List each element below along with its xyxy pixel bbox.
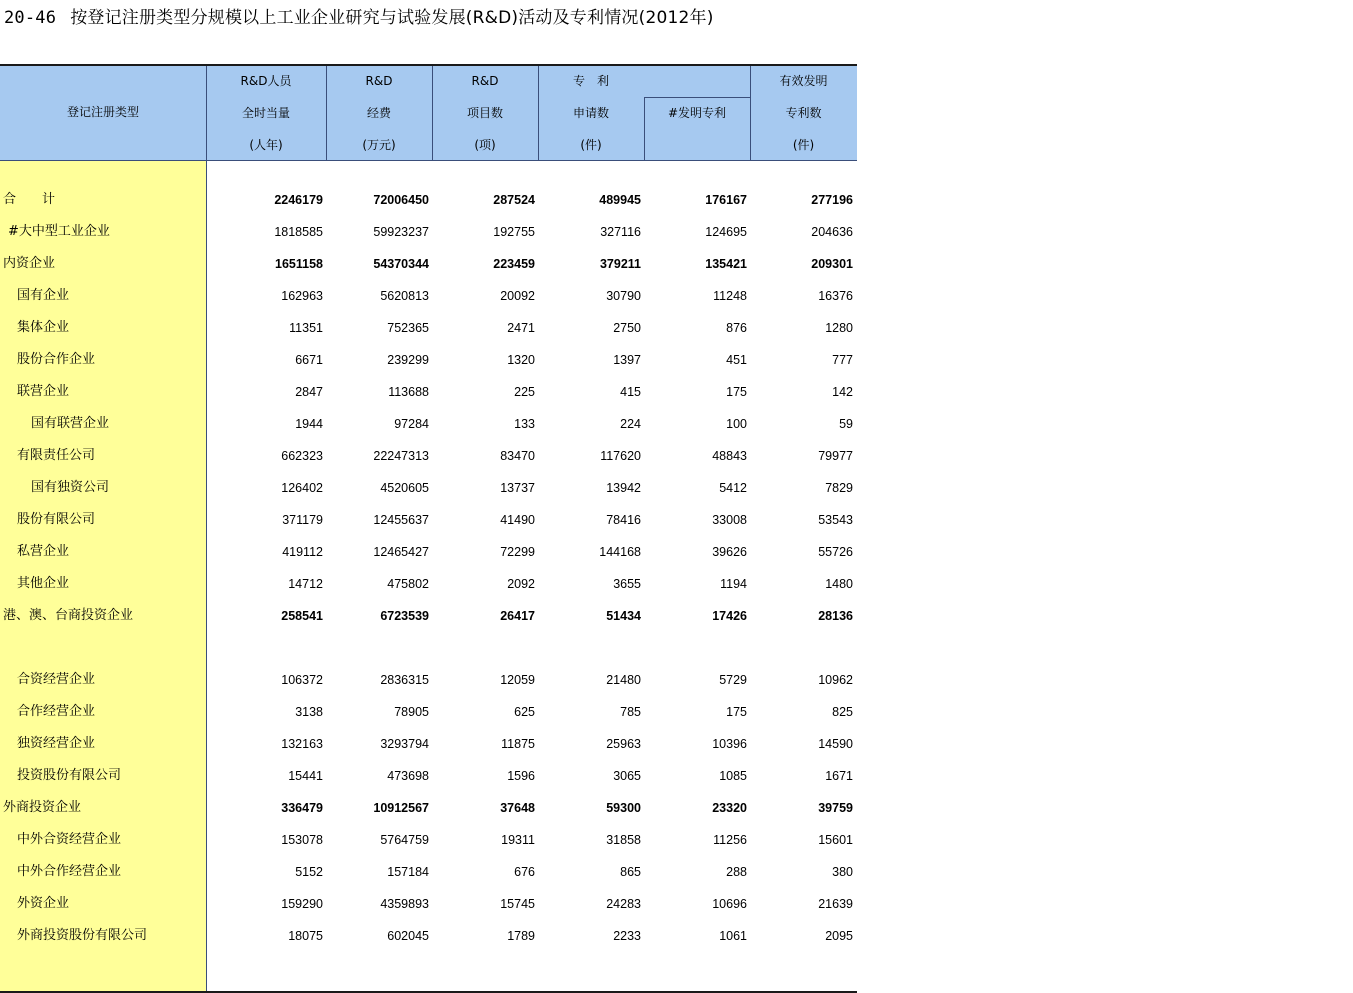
value-cell: 1194 (720, 577, 747, 591)
value-cell: 5412 (719, 481, 747, 495)
value-cell: 12455637 (373, 513, 429, 527)
value-cell: 6671 (295, 353, 323, 367)
value-cell: 157184 (387, 865, 429, 879)
value-cell: 26417 (500, 609, 535, 623)
value-cell: 4520605 (380, 481, 429, 495)
value-cell: 258541 (281, 609, 323, 623)
patent-group-underline (644, 97, 750, 98)
value-cell: 72006450 (373, 193, 429, 207)
table-row (0, 856, 857, 888)
value-cell: 159290 (281, 897, 323, 911)
value-cell: 4359893 (380, 897, 429, 911)
value-cell: 2095 (825, 929, 853, 943)
value-cell: 5729 (719, 673, 747, 687)
header-bottom-border (0, 160, 857, 161)
value-cell: 11875 (501, 737, 535, 751)
value-cell: 327116 (600, 225, 641, 239)
value-cell: 10912567 (373, 801, 429, 815)
value-cell: 379211 (599, 257, 641, 271)
row-label: 其他企业 (17, 576, 70, 591)
value-cell: 175 (726, 385, 747, 399)
value-cell: 475802 (387, 577, 429, 591)
value-cell: 20092 (500, 289, 535, 303)
table-row (0, 184, 857, 216)
value-cell: 2233 (613, 929, 641, 943)
value-cell: 5152 (295, 865, 323, 879)
value-cell: 1944 (295, 417, 323, 431)
value-cell: 489945 (599, 193, 641, 207)
header-valid-inventions-unit: (件) (792, 138, 815, 152)
value-cell: 55726 (818, 545, 853, 559)
value-cell: 1320 (507, 353, 535, 367)
value-cell: 16376 (818, 289, 853, 303)
table-row (0, 504, 857, 536)
value-cell: 223459 (493, 257, 535, 271)
value-cell: 288 (726, 865, 747, 879)
header-rd-personnel-unit: (人年) (249, 138, 283, 152)
header-patent-group: 专 利 (572, 74, 609, 88)
header-rd-personnel-line2: 全时当量 (241, 106, 290, 120)
value-cell: 39759 (818, 801, 853, 815)
row-label: 股份有限公司 (17, 512, 96, 527)
table-title: 按登记注册类型分规模以上工业企业研究与试验发展(R&D)活动及专利情况(2012年) (70, 8, 714, 28)
row-label: 港、澳、台商投资企业 (3, 608, 134, 623)
header-rd-projects-line1: R&D (471, 74, 499, 88)
value-cell: 59300 (606, 801, 641, 815)
value-cell: 752365 (387, 321, 429, 335)
table-row (0, 312, 857, 344)
value-cell: 10396 (712, 737, 747, 751)
row-label: 外商投资股份有限公司 (17, 928, 148, 943)
value-cell: 1397 (613, 353, 641, 367)
row-label: 私营企业 (17, 544, 70, 559)
table-row (0, 728, 857, 760)
row-label: 联营企业 (17, 384, 70, 399)
header-rd-expenditure-unit: (万元) (362, 138, 396, 152)
header-rd-projects-line2: 项目数 (466, 106, 503, 120)
value-cell: 30790 (606, 289, 641, 303)
value-cell: 225 (514, 385, 535, 399)
table-row (0, 568, 857, 600)
table-row (0, 344, 857, 376)
value-cell: 23320 (712, 801, 747, 815)
value-cell: 625 (514, 705, 535, 719)
value-cell: 192755 (493, 225, 535, 239)
row-label: 国有企业 (17, 288, 70, 303)
table-row (0, 696, 857, 728)
value-cell: 3065 (613, 769, 641, 783)
row-label: 内资企业 (3, 256, 56, 271)
value-cell: 1651158 (275, 257, 323, 271)
value-cell: 135421 (705, 257, 747, 271)
row-label: 合作经营企业 (17, 704, 96, 719)
value-cell: 14590 (818, 737, 853, 751)
value-cell: 14712 (288, 577, 323, 591)
header-rd-expenditure-line2: 经费 (366, 106, 391, 120)
value-cell: 21480 (606, 673, 641, 687)
value-cell: 876 (726, 321, 747, 335)
value-cell: 336479 (281, 801, 323, 815)
value-cell: 59923237 (373, 225, 429, 239)
value-cell: 419112 (282, 545, 323, 559)
value-cell: 2836315 (380, 673, 429, 687)
value-cell: 473698 (387, 769, 429, 783)
value-cell: 176167 (705, 193, 747, 207)
value-cell: 53543 (818, 513, 853, 527)
value-cell: 78416 (606, 513, 641, 527)
row-label: 合 计 (3, 192, 56, 207)
value-cell: 5620813 (380, 289, 429, 303)
header-applications-line: 申请数 (572, 106, 609, 120)
row-label: 独资经营企业 (17, 736, 96, 751)
value-cell: 602045 (387, 929, 429, 943)
table-row (0, 280, 857, 312)
value-cell: 11248 (713, 289, 747, 303)
value-cell: 22247313 (373, 449, 429, 463)
value-cell: 239299 (387, 353, 429, 367)
value-cell: 72299 (500, 545, 535, 559)
value-cell: 12465427 (373, 545, 429, 559)
value-cell: 777 (832, 353, 853, 367)
table-row (0, 824, 857, 856)
row-label: 投资股份有限公司 (17, 768, 122, 783)
value-cell: 224 (620, 417, 641, 431)
value-cell: 5764759 (380, 833, 429, 847)
value-cell: 7829 (825, 481, 853, 495)
row-label: 股份合作企业 (17, 352, 96, 367)
header-rd-personnel-line1: R&D人员 (240, 74, 292, 88)
value-cell: 2092 (507, 577, 535, 591)
value-cell: 10696 (712, 897, 747, 911)
value-cell: 132163 (281, 737, 323, 751)
value-cell: 451 (726, 353, 747, 367)
table-row (0, 472, 857, 504)
value-cell: 371179 (282, 513, 323, 527)
value-cell: 204636 (811, 225, 853, 239)
table-row (0, 600, 857, 632)
value-cell: 21639 (818, 897, 853, 911)
header-valid-inventions-line1: 有效发明 (779, 74, 828, 88)
value-cell: 3655 (613, 577, 641, 591)
row-label: 国有独资公司 (31, 480, 110, 495)
value-cell: 10962 (818, 673, 853, 687)
row-label: #大中型工业企业 (8, 224, 110, 239)
value-cell: 1280 (825, 321, 853, 335)
header-invention-patents: #发明专利 (667, 106, 727, 120)
value-cell: 133 (514, 417, 535, 431)
value-cell: 24283 (606, 897, 641, 911)
table-row (0, 440, 857, 472)
table-row (0, 920, 857, 952)
header-applications-unit: (件) (580, 138, 602, 152)
row-label: 国有联营企业 (31, 416, 110, 431)
value-cell: 1789 (507, 929, 535, 943)
row-label: 中外合资经营企业 (17, 832, 122, 847)
value-cell: 13737 (500, 481, 535, 495)
value-cell: 28136 (818, 609, 853, 623)
value-cell: 126402 (281, 481, 323, 495)
table-row (0, 888, 857, 920)
value-cell: 662323 (281, 449, 323, 463)
value-cell: 117620 (600, 449, 641, 463)
value-cell: 825 (832, 705, 853, 719)
table-row (0, 216, 857, 248)
value-cell: 11351 (289, 321, 323, 335)
value-cell: 144168 (599, 545, 641, 559)
value-cell: 39626 (712, 545, 747, 559)
row-label: 有限责任公司 (17, 448, 96, 463)
value-cell: 97284 (394, 417, 429, 431)
value-cell: 1085 (719, 769, 747, 783)
value-cell: 31858 (606, 833, 641, 847)
table-row (0, 792, 857, 824)
value-cell: 2847 (295, 385, 323, 399)
value-cell: 17426 (712, 609, 747, 623)
value-cell: 865 (620, 865, 641, 879)
table-row (0, 376, 857, 408)
value-cell: 1818585 (274, 225, 323, 239)
value-cell: 6723539 (380, 609, 429, 623)
value-cell: 380 (832, 865, 853, 879)
value-cell: 83470 (500, 449, 535, 463)
value-cell: 124695 (705, 225, 747, 239)
value-cell: 1671 (825, 769, 853, 783)
value-cell: 18075 (288, 929, 323, 943)
value-cell: 277196 (811, 193, 853, 207)
value-cell: 3138 (295, 705, 323, 719)
table-row (0, 248, 857, 280)
value-cell: 1596 (507, 769, 535, 783)
value-cell: 15601 (818, 833, 853, 847)
value-cell: 59 (839, 417, 853, 431)
header-valid-inventions-line2: 专利数 (785, 106, 822, 120)
value-cell: 162963 (281, 289, 323, 303)
row-label: 外资企业 (17, 896, 70, 911)
value-cell: 2750 (613, 321, 641, 335)
value-cell: 175 (726, 705, 747, 719)
value-cell: 209301 (811, 257, 853, 271)
value-cell: 25963 (606, 737, 641, 751)
value-cell: 100 (726, 417, 747, 431)
header-rd-expenditure-line1: R&D (365, 74, 393, 88)
value-cell: 415 (620, 385, 641, 399)
value-cell: 48843 (712, 449, 747, 463)
value-cell: 51434 (606, 609, 641, 623)
value-cell: 37648 (500, 801, 535, 815)
table-row (0, 536, 857, 568)
row-label: 集体企业 (17, 320, 70, 335)
table-number: 20-46 (4, 8, 57, 28)
value-cell: 676 (514, 865, 535, 879)
table-row (0, 760, 857, 792)
page-title (4, 4, 714, 32)
table-row (0, 408, 857, 440)
value-cell: 33008 (712, 513, 747, 527)
value-cell: 3293794 (380, 737, 429, 751)
value-cell: 113688 (388, 385, 429, 399)
header-registration-type: 登记注册类型 (66, 105, 139, 119)
header-rd-projects-unit: (项) (474, 138, 496, 152)
value-cell: 41490 (500, 513, 535, 527)
value-cell: 1061 (719, 929, 747, 943)
value-cell: 1480 (825, 577, 853, 591)
row-label: 合资经营企业 (17, 672, 96, 687)
value-cell: 12059 (500, 673, 535, 687)
value-cell: 11256 (713, 833, 747, 847)
value-cell: 78905 (394, 705, 429, 719)
value-cell: 106372 (281, 673, 323, 687)
value-cell: 153078 (281, 833, 323, 847)
value-cell: 19311 (501, 833, 535, 847)
value-cell: 15745 (500, 897, 535, 911)
value-cell: 54370344 (373, 257, 429, 271)
value-cell: 79977 (818, 449, 853, 463)
value-cell: 287524 (493, 193, 535, 207)
table-row (0, 664, 857, 696)
row-label: 中外合作经营企业 (17, 864, 122, 879)
value-cell: 2246179 (274, 193, 323, 207)
value-cell: 13942 (606, 481, 641, 495)
row-label: 外商投资企业 (3, 800, 82, 815)
value-cell: 2471 (507, 321, 535, 335)
value-cell: 785 (620, 705, 641, 719)
value-cell: 15441 (288, 769, 323, 783)
value-cell: 142 (832, 385, 853, 399)
